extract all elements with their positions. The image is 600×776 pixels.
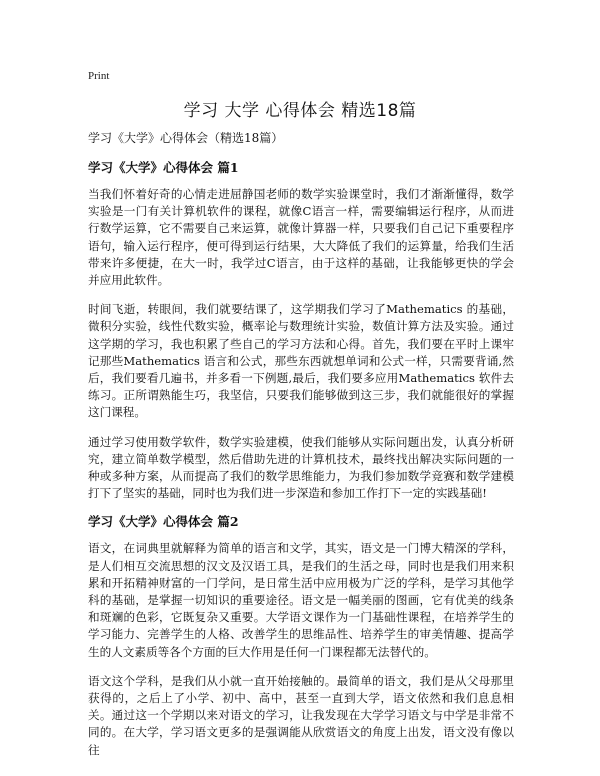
paragraph: 时间飞逝，转眼间，我们就要结课了，这学期我们学习了Mathematics 的基础，微积分实验，线性代数实验，概率论与数理统计实验，数值计算方法及实验。通过这学期的学习，我也积累了些自己的学习方法和心得。首先，我们要在平时上课牢记那些Mathematics 语言和公式，那些东西就想单词和公式一样，只需要背诵,然后，我们要看几遍书，并多看一下例题,最后，我们要多应用Mathematics 软件去练习。正所谓熟能生巧，我坚信，只要我们能够做到这三步，我们就能很好的掌握这门课程。 (88, 302, 514, 420)
section-2 (88, 514, 514, 758)
section-1 (88, 160, 514, 502)
section-heading: 学习《大学》心得体会 篇2 (88, 514, 239, 530)
document-title: 学习 大学 心得体会 精选18篇 (183, 101, 417, 121)
paragraph: 通过学习使用数学软件，数学实验建模，使我们能够从实际问题出发，认真分析研究，建立简单数学模型，然后借助先进的计算机技术，最终找出解决实际问题的一种或多种方案，从而提高了我们的数学思维能力，为我们参加数学竞赛和数学建模打下了坚实的基础，同时也为我们进一步深造和参加工作打下一定的实践基础! (88, 434, 514, 501)
print-link[interactable]: Print (88, 70, 110, 82)
paragraph: 语文，在词典里就解释为简单的语言和文学，其实，语文是一门博大精深的学科，是人们相互交流思想的汉文及汉语工具，是我们的生活之母，同时也是我们用来积累和开拓精神财富的一门学问，是日常生活中应用极为广泛的学科，是学习其他学科的基础，是掌握一切知识的重要途径。语文是一幅美丽的图画，它有优美的线条和斑斓的色彩，它既复杂又重要。大学语文课作为一门基础性课程，在培养学生的学习能力、完善学生的人格、改善学生的思维品性、培养学生的审美情趣、提高学生的人文素质等各个方面的巨大作用是任何一门课程都无法替代的。 (88, 541, 514, 659)
section-heading: 学习《大学》心得体会 篇1 (88, 160, 239, 175)
paragraph: 当我们怀着好奇的心情走进屈静国老师的数学实验课堂时，我们才渐渐懂得，数学实验是一门有关计算机软件的课程，就像C语言一样，需要编辑运行程序，从而进行数学运算，它不需要自己来运算，就像计算器一样，只要我们自己记下重要程序语句，输入运行程序，便可得到运行结果，大大降低了我们的运算量，给我们生活带来许多便捷，在大一时，我学过C语言，由于这样的基础，让我能够更快的学会并应用此软件。 (88, 187, 514, 288)
document-subtitle: 学习《大学》心得体会（精选18篇） (88, 131, 284, 145)
paragraph: 语文这个学科，是我们从小就一直开始接触的。最简单的语文，我们是从父母那里获得的，之后上了小学、初中、高中，甚至一直到大学，语文依然和我们息息相关。通过这一个学期以来对语文的学习，让我发现在大学学习语文与中学是非常不同的。在大学，学习语文更多的是强调能从欣赏语文的角度上出发，语文没有像以往 (88, 673, 514, 757)
document-body (88, 130, 514, 771)
